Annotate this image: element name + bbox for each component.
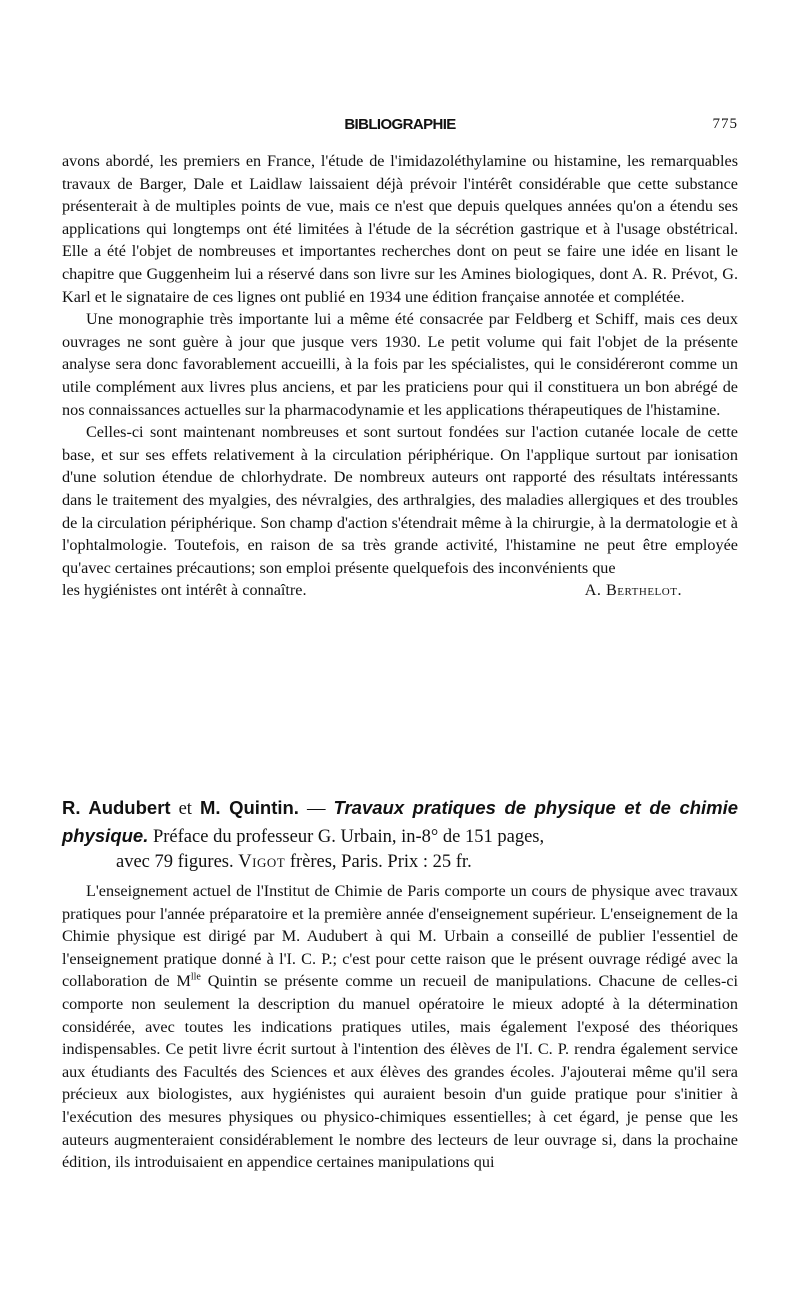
review-heading-line1 (62, 795, 738, 850)
review-body-paragraph (62, 880, 738, 1174)
paragraph-applications: Celles-ci sont maintenant nombreuses et sont surtout fondées sur l'action cutanée locale de cette base, et sur ses effets relativement à la circulation périphérique. On l'applique surtout par ionisation d'une solution étendue de chlorhydrate. De nombreux auteurs ont rapporté des résultats intéressants dans le traitement des myalgies, des névralgies, des arthralgies, des maladies allergiques et des troubles de la circulation périphérique. Son champ d'action s'étendrait même à la chirurgie, à la dermatologie et à l'ophtalmologie. Toutefois, en raison de sa très grande activité, l'histamine ne peut être employée qu'avec certaines précautions; son emploi présente quelquefois des inconvénients que (62, 423, 738, 577)
paragraph-monographie: Une monographie très importante lui a même été consacrée par Feldberg et Schiff, mais ces deux ouvrages ne sont guère à jour que jusque vers 1930. Le petit volume qui fait l'objet de la présente analyse sera donc favorablement accueilli, à la fois par les spécialistes, qui le considéreront comme un utile complément aux livres plus anciens, et par les praticiens pour qui il constituera un bon abrégé de nos connaissances actuelles sur la pharmacodynamie et les applications thérapeutiques de l'histamine. (62, 310, 738, 419)
author-audubert: R. Audubert (62, 797, 171, 818)
mademoiselle-abbrev: $M^{lle}$ (176, 971, 201, 991)
running-header (62, 116, 738, 138)
figures-count: avec 79 figures. (116, 852, 234, 872)
author-conjunction: et (178, 799, 192, 819)
review-heading (62, 795, 738, 876)
histamine-review-text (62, 150, 738, 602)
review-heading-line3 (62, 850, 738, 876)
page-number: 775 (712, 116, 738, 132)
running-title: BIBLIOGRAPHIE (344, 116, 456, 133)
review-body-part1: L'enseignement actuel de l'Institut de Chimie de Paris comporte un cours de physique avec travaux pratiques pour l'année préparatoire et la première année d'enseignement supérieur. L'enseignement de la Chimie physique est dirigé par M. Audubert à qui M. Urbain a conseillé de publier l'essentiel de l'enseignement pratique donné à l'I. C. P.; c'est pour cette raison que le présent ouvrage rédigé avec la collaboration de (62, 882, 738, 991)
reviewer-signature: A. Berthelot. (584, 581, 682, 600)
book-title: Travaux pratiques de physique et de chimie physique. (62, 797, 739, 846)
publisher-place-price: frères, Paris. Prix : 25 fr. (289, 852, 472, 872)
heading-dash: — (306, 799, 326, 819)
closing-text: les hygiénistes ont intérêt à connaître. (62, 581, 307, 600)
travaux-pratiques-review-text (62, 880, 738, 1174)
paragraph-continuation: avons abordé, les premiers en France, l'étude de l'imidazoléthylamine ou histamine, les remarquables travaux de Barger, Dale et Laidlaw laissaient déjà prévoir l'intérêt considérable que cette substance présenterait à de multiples points de vue, mais ce n'est que depuis quelques années qu'on a étendu ses applications qui longtemps ont été limitées à l'étude de la sécrétion gastrique et à l'usage obstétrical. Elle a été l'objet de nombreuses et importantes recherches dont on peut se faire une idée en lisant le chapitre que Guggenheim lui a réservé dans son livre sur les Amines biologiques, dont A. R. Prévot, G. Karl et le signataire de ces lignes ont publié en 1934 une édition française annotée et complétée. (62, 152, 738, 306)
publication-details: Préface du professeur G. Urbain, in-8° de 151 pages, (152, 826, 545, 847)
publisher-name: Vigot (238, 852, 286, 872)
review-body-part2: Quintin se présente comme un recueil de manipulations. Chacune de celles-ci comporte non seulement la description du manuel opératoire le mieux adopté à la détermination considérée, avec toutes les indications pratiques utiles, mais également l'exposé des théoriques indispensables. Ce petit livre écrit surtout à l'intention des élèves de l'I. C. P. rendra également service aux étudiants des Facultés des Sciences et aux élèves des grandes écoles. J'ajouterai même qu'il sera précieux aux biologistes, aux hygiénistes qui auraient besoin d'un guide pratique pour s'initier à l'exécution des mesures physiques ou physico-chimiques essentielles; à cet égard, je pense que les auteurs augmenteraient considérablement le nombre des lecteurs de leur ouvrage si, dans la prochaine édition, ils introduisaient en appendice certaines manipulations qui (62, 972, 739, 1172)
closing-line (62, 579, 738, 602)
author-quintin: M. Quintin. (199, 797, 299, 818)
